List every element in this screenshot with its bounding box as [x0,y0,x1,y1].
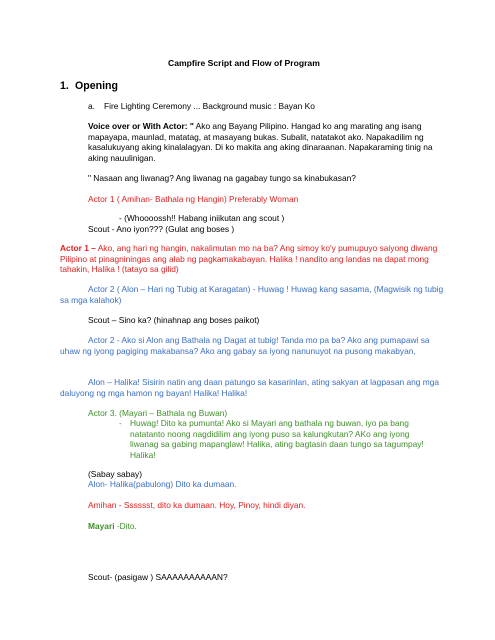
document-title: Campfire Script and Flow of Program [168,58,320,68]
section-title: Opening [75,80,118,92]
voiceover-text: Ako ang Bayang Pilipino. Hangad ko ang marating ang isang mapayapa, maunlad, matatag, at masayang bukas. Subalit, natatakot ako. Napakadilim ng kasalukuyang aking kinalalagyan. Di ko makita ang aking dinaraanan. Napakaraming tinig na aking nauulinigan. [88,121,433,163]
section-number: 1. [60,80,69,92]
scout-final-line: Scout- (pasigaw ) SAAAAAAAAAAN? [88,572,228,582]
voiceover-label: Voice over or With Actor: " [88,121,194,131]
alon-dito-line: Alon- Halika(pabulong) Dito ka dumaan. [88,479,237,489]
item-a-text: Fire Lighting Ceremony ... Background music : Bayan Ko [104,101,315,111]
actor2-paragraph: Actor 2 ( Alon – Hari ng Tubig at Karagatan) - Huwag ! Huwag kang sasama, (Magwisik ng tubig sa mga kalahok) [60,284,444,305]
scout-line-1: Scout - Ano iyon??? (Gulat ang boses ) [88,224,235,234]
mayari-label: Mayari [88,521,115,531]
actor1-text: Ako, ang hari ng hangin, nakalimutan mo na ba? Ang simoy ko'y pumupuyo saiyong diwang Pilipino at pinagniningas ang alab ng pagkamakabayan. Halika ! nandito ang landas na dapat mong tahakin, Halika ! (tatayo sa gilid) [60,243,438,275]
actor1-label: Actor 1 – [60,243,96,253]
actor2-line-2: Actor 2 - Ako si Alon ang Bathala ng Dagat at tubig! Tanda mo pa ba? Ako ang pumapawi sa uhaw ng iyong pagiging makabansa? Ako ang gabay sa iyong nanunuyot na pusong makabyan, [60,335,430,356]
item-a-marker: a. [88,101,95,111]
alon-line: Alon – Halika! Sisirin natin ang daan patungo sa kasarinlan, ating sakyan at lagpasan ang mga daluyong ng mga hamon ng bayan! Halika! Halika! [60,377,440,398]
voiceover-paragraph [88,121,433,163]
actor3-dash: - [119,418,122,428]
question-line: " Nasaan ang liwanag? Ang liwanag na gagabay tungo sa kinabukasan? [88,173,356,183]
actor3-intro: Actor 3. (Mayari – Bathala ng Buwan) [88,408,228,418]
actor3-text: Huwag! Dito ka pumunta! Ako si Mayari ang bathala ng buwan, iyo pa bang natatanto noong nagdidilim ang iyong puso sa kalungkutan? AKo ang iyong liwanag sa gabing mapanglaw! Halika, ating bagtasin daan tungo sa tagumpay! Halika! [130,418,424,460]
whoosh-line: - (Whoooossh!! Habang iniikutan ang scout ) [119,213,285,223]
scout-line-2: Scout – Sino ka? (hinahnap ang boses paikot) [88,315,260,325]
mayari-line [88,521,137,532]
sabay-line: (Sabay sabay) [88,469,142,479]
amihan-line: Amihan - Sssssst, dito ka dumaan. Hoy, Pinoy, hindi diyan. [88,500,306,510]
actor1-paragraph [60,243,445,275]
actor1-intro: Actor 1 ( Amihan- Bathala ng Hangin) Preferably Woman [88,194,299,204]
mayari-text: -Dito. [114,521,137,531]
